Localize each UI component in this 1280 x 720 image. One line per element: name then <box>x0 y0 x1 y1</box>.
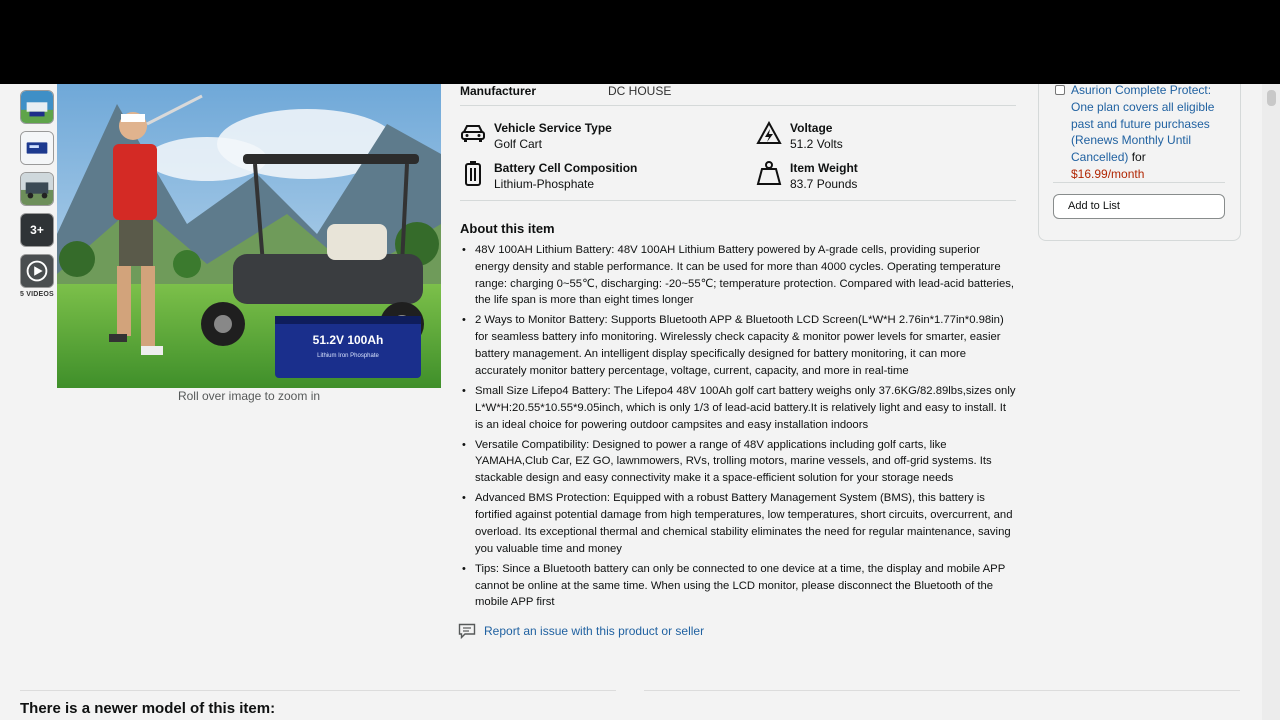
divider <box>644 690 1240 691</box>
manufacturer-row <box>460 84 1016 106</box>
buy-box <box>1038 84 1241 241</box>
manufacturer-value: DC HOUSE <box>608 84 672 98</box>
report-issue-label[interactable]: Report an issue with this product or seller <box>484 624 705 639</box>
protection-plan-price: $16.99/month <box>1071 166 1145 181</box>
product-page <box>0 84 1280 720</box>
thumbnail-strip <box>20 90 56 298</box>
battery-sublabel: Lithium Iron Phosphate <box>317 353 379 359</box>
battery-icon <box>460 160 486 186</box>
main-product-image[interactable] <box>57 84 441 388</box>
divider <box>20 690 616 691</box>
spec-value: Golf Cart <box>494 137 543 151</box>
newer-model-heading: There is a newer model of this item: <box>20 700 276 717</box>
battery-label: 51.2V 100Ah <box>312 333 384 347</box>
list-item: • Small Size Lifepo4 Battery: The Lifepo4 48V 100Ah golf cart battery weighs only 37.6KG/82.89lbs,sizes only L*W*H:20.55*10.55*9.05inch, which is only 1/3 of lead-acid battery.It is relatively light and easy to install. It is an ideal choice for powering outdoor campsites and easy installation indoors <box>460 383 1016 433</box>
thumbnail-3[interactable] <box>20 172 54 206</box>
divider <box>1053 182 1225 183</box>
play-icon <box>21 255 53 287</box>
comment-icon <box>458 623 476 639</box>
spec-value: 51.2 Volts <box>790 137 843 151</box>
more-count: 3+ <box>30 223 44 237</box>
protection-plan-option[interactable] <box>1057 84 1227 183</box>
key-specs <box>460 106 1016 201</box>
spec-battery-cell-composition <box>460 160 756 192</box>
thumbnail-more[interactable] <box>20 213 54 247</box>
spec-vehicle-service-type <box>460 120 756 152</box>
spec-label: Vehicle Service Type <box>494 121 612 135</box>
scrollbar-thumb[interactable] <box>1267 90 1276 106</box>
voltage-icon <box>756 120 782 146</box>
vertical-scrollbar[interactable] <box>1262 84 1280 720</box>
report-issue-link[interactable] <box>460 623 1016 639</box>
weight-icon <box>756 160 782 186</box>
add-to-list-button[interactable]: Add to List <box>1053 194 1225 219</box>
list-item: • 2 Ways to Monitor Battery: Supports Bluetooth APP & Bluetooth LCD Screen(L*W*H 2.76in*1.77in*0.98in) for seamless battery info monitoring. Wirelessly check capacity & monitor power levels for smarter, easier battery management. An intelligent display specifically designed for battery monitoring, it can more accurately monitor battery percentage, voltage, current, capacity, and more in real-time <box>460 312 1016 379</box>
zoom-caption: Roll over image to zoom in <box>177 389 321 403</box>
list-item: • Advanced BMS Protection: Equipped with a robust Battery Management System (BMS), this battery is fortified against potential damage from high temperatures, low temperatures, short circuits, overcurrent, and overload. Its exceptional thermal and chemical stability eliminates the need for regular maintenance, saving you valuable time and money <box>460 490 1016 557</box>
spec-voltage <box>756 120 1016 152</box>
spec-value: Lithium-Phosphate <box>494 177 595 191</box>
list-item: • Versatile Compatibility: Designed to power a range of 48V applications including golf carts, like YAMAHA,Club Car, EZ GO, lawnmowers, RVs, trolling motors, marine vessels, and off-grid systems. Its stackable design and easy connectivity make it a space-efficient solution for your storage needs <box>460 437 1016 487</box>
about-heading: About this item <box>460 221 555 236</box>
protection-plan-for: for <box>1128 150 1146 165</box>
thumbnail-2[interactable] <box>20 131 54 165</box>
product-details <box>460 84 1016 639</box>
manufacturer-label: Manufacturer <box>460 84 537 98</box>
about-bullets <box>460 242 1016 611</box>
thumbnail-video[interactable] <box>20 254 54 288</box>
spec-item-weight <box>756 160 1016 192</box>
thumbnail-1[interactable] <box>20 90 54 124</box>
videos-count-label: 5 VIDEOS <box>20 291 54 298</box>
list-item: • 48V 100AH Lithium Battery: 48V 100AH Lithium Battery powered by A-grade cells, providing superior energy density and stable performance. It can be used for more than 4000 cycles. Operating temperature range: charging 0~55℃, discharging: -20~55℃; temperature protection. Compared with lead-acid batteries, the life span is more than eight times longer <box>460 242 1016 309</box>
protection-plan-checkbox[interactable] <box>1055 85 1065 95</box>
car-icon <box>460 120 486 146</box>
spec-value: 83.7 Pounds <box>790 177 858 191</box>
protection-plan-text[interactable]: Asurion Complete Protect: One plan covers all eligible past and future purchases (Renews Monthly Until Cancelled) <box>1071 84 1215 165</box>
spec-label: Voltage <box>790 121 833 135</box>
spec-label: Item Weight <box>790 161 858 175</box>
spec-label: Battery Cell Composition <box>494 161 638 175</box>
list-item: • Tips: Since a Bluetooth battery can only be connected to one device at a time, the display and mobile APP cannot be online at the same time. When using the LCD monitor, please disconnect the Bluetooth of the mobile APP first <box>460 561 1016 611</box>
